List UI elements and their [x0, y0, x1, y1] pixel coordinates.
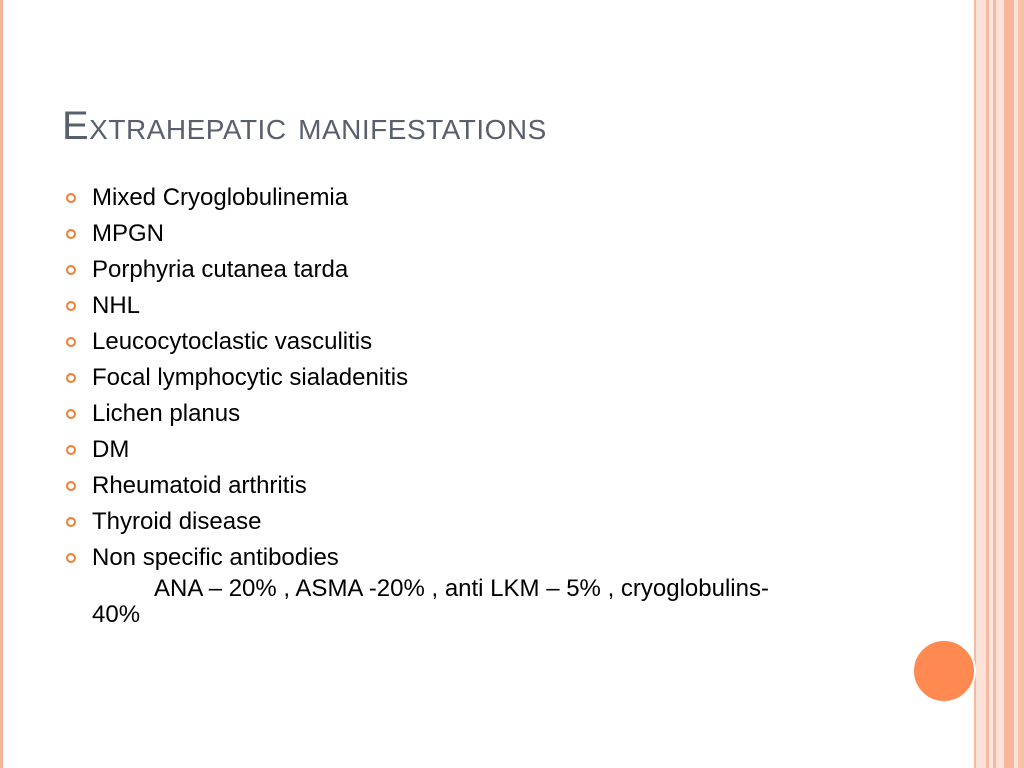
bullet-item: [64, 468, 884, 504]
bullet-list: [64, 180, 884, 576]
antibody-percentages-text: ANA – 20% , ASMA -20% , anti LKM – 5% , cryoglobulins-40%: [92, 575, 769, 628]
deco-stripe: [1004, 0, 1014, 768]
bullet-item: [64, 432, 884, 468]
bullet-text: Focal lymphocytic sialadenitis: [92, 364, 409, 391]
bullet-text: DM: [92, 436, 130, 463]
bullet-ring-icon: [66, 301, 76, 311]
bullet-item: [64, 504, 884, 540]
decorative-circle: [912, 639, 976, 703]
bullet-text: Rheumatoid arthritis: [92, 472, 307, 499]
bullet-ring-icon: [66, 553, 76, 563]
bullet-text: Mixed Cryoglobulinemia: [92, 184, 349, 211]
bullet-item: [64, 288, 884, 324]
bullet-item: [64, 396, 884, 432]
bullet-item: [64, 180, 884, 216]
bullet-text: Thyroid disease: [92, 508, 262, 535]
bullet-text: Porphyria cutanea tarda: [92, 256, 349, 283]
bullet-item: [64, 360, 884, 396]
bullet-ring-icon: [66, 193, 76, 203]
bullet-ring-icon: [66, 481, 76, 491]
deco-stripe: [976, 0, 986, 768]
bullet-item: [64, 216, 884, 252]
bullet-text: MPGN: [92, 220, 164, 247]
left-border-stripe: [0, 0, 3, 768]
deco-stripe: [1018, 0, 1024, 768]
bullet-ring-icon: [66, 265, 76, 275]
bullet-ring-icon: [66, 373, 76, 383]
bullet-ring-icon: [66, 337, 76, 347]
bullet-text: Non specific antibodies: [92, 544, 339, 571]
bullet-item: [64, 540, 884, 576]
bullet-text: Lichen planus: [92, 400, 241, 427]
right-decorative-stripes: [974, 0, 1024, 768]
slide-title: Extrahepatic manifestations: [62, 104, 547, 148]
bullet-ring-icon: [66, 445, 76, 455]
bullet-item: [64, 324, 884, 360]
bullet-text: Leucocytoclastic vasculitis: [92, 328, 373, 355]
deco-stripe: [996, 0, 1004, 768]
slide-content: [64, 180, 884, 628]
bullet-ring-icon: [66, 517, 76, 527]
bullet-ring-icon: [66, 409, 76, 419]
bullet-text: NHL: [92, 292, 141, 319]
bullet-ring-icon: [66, 229, 76, 239]
bullet-item: [64, 252, 884, 288]
